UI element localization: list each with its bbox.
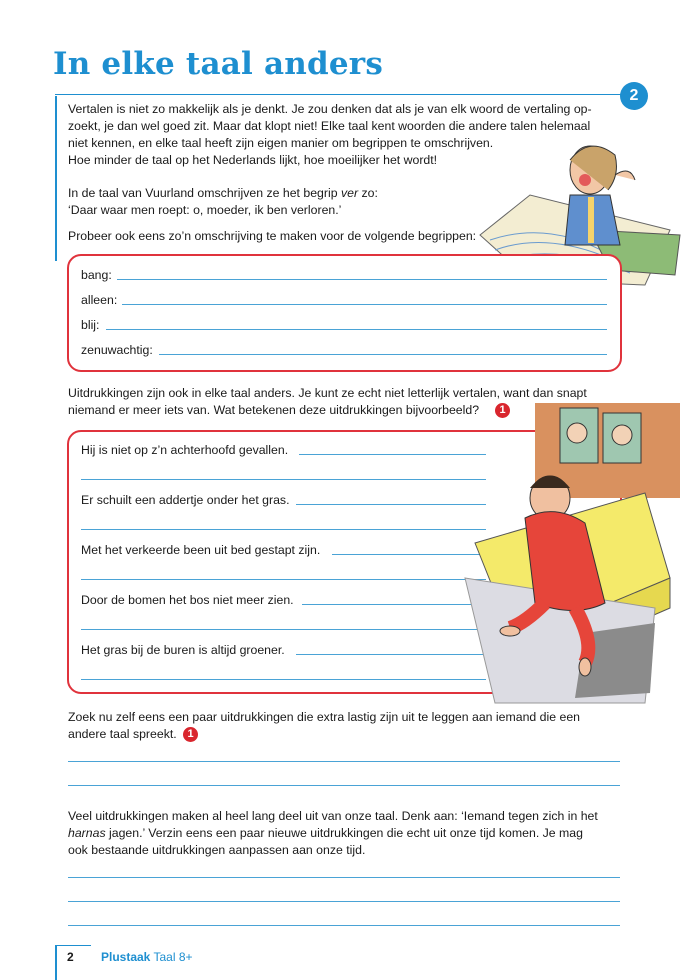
answer-line[interactable] <box>68 761 620 762</box>
concept-answer-line[interactable] <box>106 329 607 330</box>
vuurland-quote: ‘Daar waar men roept: o, moeder, ik ben verloren.’ <box>68 203 342 217</box>
page-number: 2 <box>67 950 74 964</box>
expressions-intro-line: Uitdrukkingen zijn ook in elke taal anders. Je kunt ze echt niet letterlijk vertalen, want dan snapt <box>68 386 587 400</box>
bed-illustration <box>455 403 680 708</box>
vuurland-pre: In de taal van Vuurland omschrijven ze het begrip <box>68 186 341 200</box>
expression-answer-line[interactable] <box>81 629 486 630</box>
title-rule <box>55 94 621 95</box>
intro-rule <box>55 96 57 261</box>
concept-answer-line[interactable] <box>122 304 607 305</box>
expression-answer-line[interactable] <box>81 579 486 580</box>
info-icon: 1 <box>183 727 198 742</box>
concept-label: alleen: <box>81 293 118 307</box>
answer-line[interactable] <box>68 925 620 926</box>
expressions-intro-line: niemand er meer iets van. Wat betekenen deze uitdrukkingen bijvoorbeeld? <box>68 403 480 417</box>
expression-answer-line[interactable] <box>81 529 486 530</box>
new-task-italic: harnas <box>68 826 106 840</box>
new-task-line: ook bestaande uitdrukkingen aanpassen aan onze tijd. <box>68 843 366 857</box>
concept-label: zenuwachtig: <box>81 343 153 357</box>
intro-line: Vertalen is niet zo makkelijk als je denkt. Je zou denken dat als je van elk woord de vertaling op- <box>68 102 592 116</box>
footer-rule <box>55 945 91 946</box>
new-task-line: Veel uitdrukkingen maken al heel lang deel uit van onze taal. Denk aan: ‘Iemand tegen zich in het <box>68 809 598 823</box>
vuurland-post: zo: <box>358 186 378 200</box>
concept-answer-line[interactable] <box>117 279 607 280</box>
concepts-prompt: Probeer ook eens zo’n omschrijving te maken voor de volgende begrippen: <box>68 229 477 243</box>
new-expressions-task <box>68 808 598 859</box>
lesson-number-badge: 2 <box>620 82 648 110</box>
expression-answer-line[interactable] <box>81 679 486 680</box>
concept-answer-line[interactable] <box>159 354 607 355</box>
answer-line[interactable] <box>68 877 620 878</box>
vuurland-text <box>68 185 378 219</box>
intro-line: Hoe minder de taal op het Nederlands lijkt, hoe moeilijker het wordt! <box>68 153 438 167</box>
footer-side-rule <box>55 945 57 980</box>
concept-label: bang: <box>81 268 112 282</box>
brand-subject: Taal 8+ <box>153 950 193 964</box>
expression-label: Hij is niet op z’n achterhoofd gevallen. <box>81 443 289 457</box>
expression-answer-line[interactable] <box>81 479 486 480</box>
search-task-line: andere taal spreekt. <box>68 727 177 741</box>
intro-line: zoekt, je dan wel goed zit. Maar dat klopt niet! Elke taal kent woorden die andere talen helemaal <box>68 119 591 133</box>
search-task <box>68 709 580 743</box>
brand-name: Plustaak <box>101 950 151 964</box>
search-task-line: Zoek nu zelf eens een paar uitdrukkingen die extra lastig zijn uit te leggen aan iemand die een <box>68 710 581 724</box>
expression-label: Met het verkeerde been uit bed gestapt zijn. <box>81 543 321 557</box>
new-task-line: jagen.’ Verzin eens een paar nieuwe uitdrukkingen die echt uit onze tijd komen. Je mag <box>105 826 583 840</box>
page-title: In elke taal anders <box>53 46 383 82</box>
info-icon: 1 <box>495 403 510 418</box>
footer-brand <box>101 950 193 964</box>
answer-line[interactable] <box>68 901 620 902</box>
vuurland-word: ver <box>340 186 359 200</box>
expression-label: Het gras bij de buren is altijd groener. <box>81 643 285 657</box>
expression-label: Er schuilt een addertje onder het gras. <box>81 493 290 507</box>
answer-line[interactable] <box>68 785 620 786</box>
expression-label: Door de bomen het bos niet meer zien. <box>81 593 294 607</box>
concept-label: blij: <box>81 318 100 332</box>
intro-line: niet kennen, en elke taal heeft zijn eigen manier om begrippen te omschrijven. <box>68 136 494 150</box>
